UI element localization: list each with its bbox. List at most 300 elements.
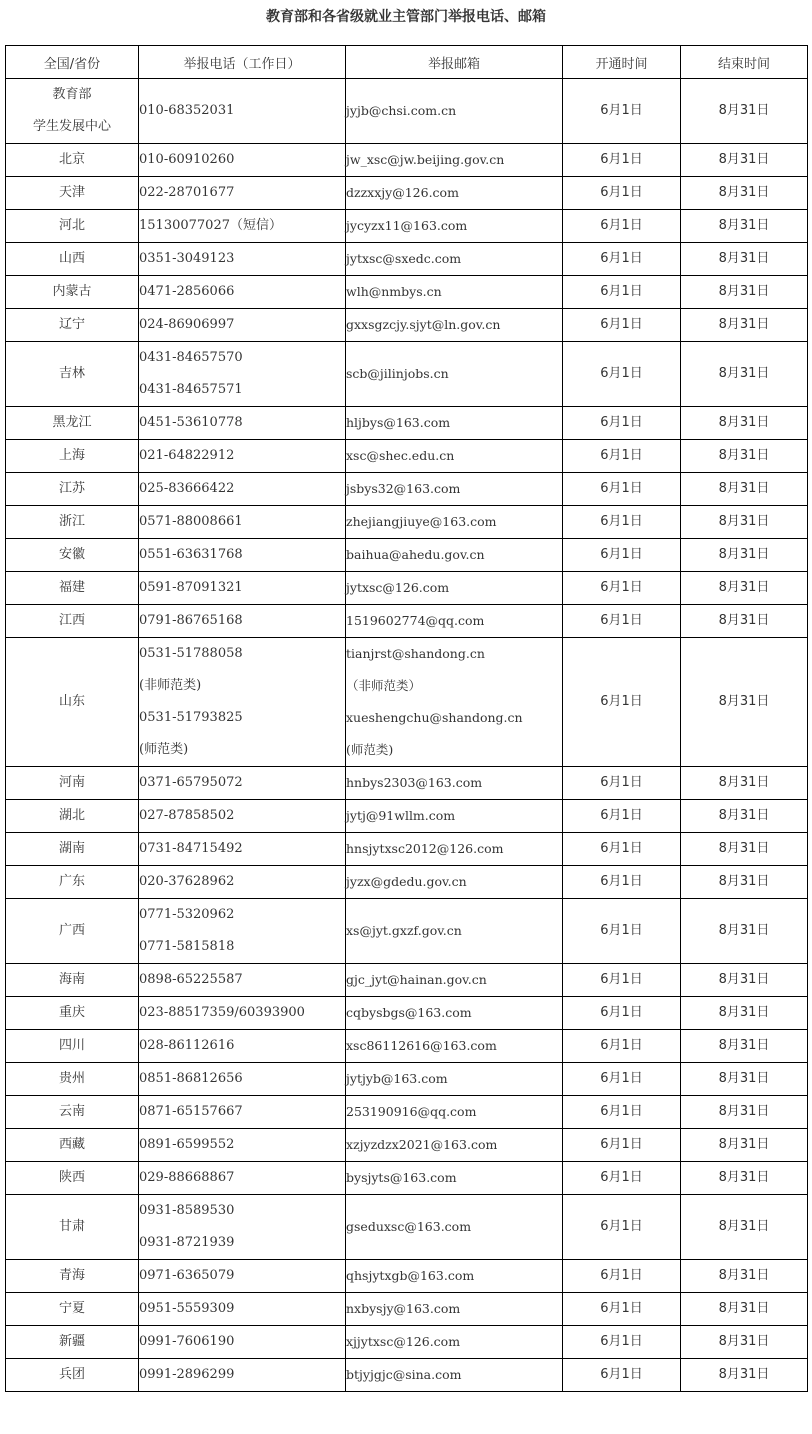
start-date: 6月1日 bbox=[600, 547, 643, 562]
start-date-cell bbox=[563, 964, 681, 997]
phone-cell-line: 027-87858502 bbox=[139, 808, 235, 823]
end-date-cell bbox=[681, 1293, 808, 1326]
region-cell bbox=[6, 276, 139, 309]
end-date-cell bbox=[681, 1260, 808, 1293]
email-cell bbox=[346, 964, 563, 997]
phone-cell bbox=[139, 407, 346, 440]
table-row bbox=[6, 1195, 808, 1260]
phone-cell-line: 025-83666422 bbox=[139, 481, 235, 496]
region-cell-line: 河北 bbox=[58, 218, 85, 233]
email-cell bbox=[346, 177, 563, 210]
phone-cell-line: 0871-65157667 bbox=[139, 1104, 243, 1119]
phone-cell-line: 0991-7606190 bbox=[139, 1334, 235, 1349]
email-cell bbox=[346, 276, 563, 309]
end-date: 8月31日 bbox=[718, 972, 770, 987]
email-cell bbox=[346, 210, 563, 243]
table-row bbox=[6, 800, 808, 833]
phone-cell-line: 0531-51793825 bbox=[139, 710, 243, 725]
email-cell-line: （非师范类） bbox=[346, 678, 422, 693]
start-date: 6月1日 bbox=[600, 613, 643, 628]
email-cell bbox=[346, 638, 563, 767]
phone-cell-line: 028-86112616 bbox=[139, 1038, 235, 1053]
region-cell-line: 浙江 bbox=[58, 514, 85, 529]
region-cell bbox=[6, 1195, 139, 1260]
start-date: 6月1日 bbox=[600, 317, 643, 332]
start-date-cell bbox=[563, 243, 681, 276]
region-cell bbox=[6, 210, 139, 243]
email-cell-line: qhsjytxgb@163.com bbox=[346, 1268, 475, 1283]
start-date-cell bbox=[563, 1096, 681, 1129]
start-date: 6月1日 bbox=[600, 972, 643, 987]
email-cell bbox=[346, 440, 563, 473]
start-date: 6月1日 bbox=[600, 448, 643, 463]
email-cell bbox=[346, 866, 563, 899]
start-date-cell bbox=[563, 1162, 681, 1195]
region-cell bbox=[6, 866, 139, 899]
start-date-cell bbox=[563, 276, 681, 309]
phone-cell bbox=[139, 1162, 346, 1195]
table-row bbox=[6, 964, 808, 997]
start-date: 6月1日 bbox=[600, 775, 643, 790]
table-header-row bbox=[6, 46, 808, 79]
email-cell-line: cqbysbgs@163.com bbox=[346, 1005, 472, 1020]
email-cell bbox=[346, 1293, 563, 1326]
email-cell-line: wlh@nmbys.cn bbox=[346, 284, 442, 299]
end-date-cell bbox=[681, 177, 808, 210]
phone-cell-line: 023-88517359/60393900 bbox=[139, 1005, 305, 1020]
table-row bbox=[6, 243, 808, 276]
start-date: 6月1日 bbox=[600, 808, 643, 823]
phone-cell bbox=[139, 1359, 346, 1392]
end-date-cell bbox=[681, 506, 808, 539]
start-date: 6月1日 bbox=[600, 1367, 643, 1382]
region-cell-line: 山东 bbox=[58, 694, 85, 709]
start-date: 6月1日 bbox=[600, 251, 643, 266]
start-date-cell bbox=[563, 309, 681, 342]
phone-cell bbox=[139, 79, 346, 144]
region-cell-line: 兵团 bbox=[58, 1367, 85, 1382]
start-date-cell bbox=[563, 1260, 681, 1293]
start-date: 6月1日 bbox=[600, 1268, 643, 1283]
end-date: 8月31日 bbox=[718, 808, 770, 823]
start-date-cell bbox=[563, 473, 681, 506]
region-cell-line: 广东 bbox=[58, 874, 85, 889]
start-date-cell bbox=[563, 899, 681, 964]
email-cell-line: zhejiangjiuye@163.com bbox=[346, 514, 497, 529]
end-date-cell bbox=[681, 964, 808, 997]
region-cell-line: 贵州 bbox=[58, 1071, 85, 1086]
start-date-cell bbox=[563, 79, 681, 144]
end-date: 8月31日 bbox=[718, 514, 770, 529]
end-date-cell bbox=[681, 866, 808, 899]
table-row bbox=[6, 177, 808, 210]
end-date-cell bbox=[681, 1195, 808, 1260]
table-row bbox=[6, 1063, 808, 1096]
region-cell bbox=[6, 899, 139, 964]
email-cell bbox=[346, 144, 563, 177]
table-row bbox=[6, 473, 808, 506]
end-date: 8月31日 bbox=[718, 1367, 770, 1382]
region-cell bbox=[6, 1260, 139, 1293]
region-cell bbox=[6, 1096, 139, 1129]
end-date-cell bbox=[681, 79, 808, 144]
start-date: 6月1日 bbox=[600, 284, 643, 299]
phone-cell bbox=[139, 276, 346, 309]
end-date: 8月31日 bbox=[718, 694, 770, 709]
phone-cell-line: 0931-8721939 bbox=[139, 1235, 235, 1250]
start-date-cell bbox=[563, 572, 681, 605]
table-row bbox=[6, 899, 808, 964]
start-date-cell bbox=[563, 539, 681, 572]
email-cell bbox=[346, 833, 563, 866]
phone-cell bbox=[139, 440, 346, 473]
region-cell bbox=[6, 767, 139, 800]
phone-cell bbox=[139, 243, 346, 276]
region-cell-line: 北京 bbox=[58, 152, 85, 167]
end-date-cell bbox=[681, 539, 808, 572]
end-date-cell bbox=[681, 342, 808, 407]
end-date: 8月31日 bbox=[718, 874, 770, 889]
region-cell bbox=[6, 800, 139, 833]
end-date-cell bbox=[681, 833, 808, 866]
end-date-cell bbox=[681, 899, 808, 964]
region-cell-line: 湖南 bbox=[58, 841, 85, 856]
start-date: 6月1日 bbox=[600, 841, 643, 856]
start-date-cell bbox=[563, 506, 681, 539]
phone-cell bbox=[139, 572, 346, 605]
region-cell bbox=[6, 1326, 139, 1359]
end-date: 8月31日 bbox=[718, 775, 770, 790]
region-cell bbox=[6, 539, 139, 572]
end-date-cell bbox=[681, 243, 808, 276]
email-cell bbox=[346, 342, 563, 407]
start-date: 6月1日 bbox=[600, 1071, 643, 1086]
start-date: 6月1日 bbox=[600, 874, 643, 889]
start-date-cell bbox=[563, 800, 681, 833]
table-row bbox=[6, 1030, 808, 1063]
table-row bbox=[6, 605, 808, 638]
region-cell bbox=[6, 1293, 139, 1326]
email-cell bbox=[346, 407, 563, 440]
email-cell bbox=[346, 1063, 563, 1096]
start-date: 6月1日 bbox=[600, 923, 643, 938]
start-date-cell bbox=[563, 638, 681, 767]
region-cell-line: 重庆 bbox=[58, 1005, 85, 1020]
phone-cell bbox=[139, 1326, 346, 1359]
phone-cell-line: 0771-5815818 bbox=[139, 939, 235, 954]
region-cell bbox=[6, 605, 139, 638]
email-cell-line: gxxsgzcjy.sjyt@ln.gov.cn bbox=[346, 317, 501, 332]
start-date-cell bbox=[563, 833, 681, 866]
phone-cell bbox=[139, 899, 346, 964]
phone-cell bbox=[139, 997, 346, 1030]
end-date-cell bbox=[681, 638, 808, 767]
email-cell bbox=[346, 767, 563, 800]
email-cell-line: hnbys2303@163.com bbox=[346, 775, 483, 790]
end-date-cell bbox=[681, 800, 808, 833]
table-row bbox=[6, 1162, 808, 1195]
end-date: 8月31日 bbox=[718, 1219, 770, 1234]
region-cell-line: 黑龙江 bbox=[52, 415, 92, 430]
phone-cell bbox=[139, 506, 346, 539]
start-date: 6月1日 bbox=[600, 366, 643, 381]
start-date: 6月1日 bbox=[600, 1038, 643, 1053]
phone-cell-line: 0431-84657571 bbox=[139, 382, 243, 397]
start-date: 6月1日 bbox=[600, 103, 643, 118]
end-date: 8月31日 bbox=[718, 1071, 770, 1086]
region-cell-line: 河南 bbox=[58, 775, 85, 790]
region-cell-line: 云南 bbox=[58, 1104, 85, 1119]
phone-cell bbox=[139, 309, 346, 342]
region-cell bbox=[6, 309, 139, 342]
table-row bbox=[6, 1359, 808, 1392]
phone-cell bbox=[139, 144, 346, 177]
end-date: 8月31日 bbox=[718, 481, 770, 496]
end-date: 8月31日 bbox=[718, 185, 770, 200]
region-cell bbox=[6, 1030, 139, 1063]
phone-cell-line: 024-86906997 bbox=[139, 317, 235, 332]
email-cell-line: xsc@shec.edu.cn bbox=[346, 448, 455, 463]
end-date-cell bbox=[681, 473, 808, 506]
end-date: 8月31日 bbox=[718, 448, 770, 463]
phone-cell-line: 0898-65225587 bbox=[139, 972, 243, 987]
region-cell bbox=[6, 440, 139, 473]
phone-cell bbox=[139, 1293, 346, 1326]
start-date-cell bbox=[563, 866, 681, 899]
phone-cell-line: 0891-6599552 bbox=[139, 1137, 235, 1152]
end-date-cell bbox=[681, 572, 808, 605]
start-date: 6月1日 bbox=[600, 415, 643, 430]
start-date-cell bbox=[563, 997, 681, 1030]
table-row bbox=[6, 572, 808, 605]
end-date: 8月31日 bbox=[718, 547, 770, 562]
phone-cell-line: 0791-86765168 bbox=[139, 613, 243, 628]
email-cell bbox=[346, 1162, 563, 1195]
region-cell-line: 宁夏 bbox=[58, 1301, 85, 1316]
start-date-cell bbox=[563, 1326, 681, 1359]
phone-cell bbox=[139, 1030, 346, 1063]
start-date-cell bbox=[563, 210, 681, 243]
email-cell bbox=[346, 800, 563, 833]
email-cell-line: baihua@ahedu.gov.cn bbox=[346, 547, 485, 562]
start-date: 6月1日 bbox=[600, 514, 643, 529]
phone-cell-line: 020-37628962 bbox=[139, 874, 235, 889]
table-row bbox=[6, 342, 808, 407]
table-row bbox=[6, 1129, 808, 1162]
start-date-cell bbox=[563, 440, 681, 473]
start-date-cell bbox=[563, 1129, 681, 1162]
region-cell-line: 山西 bbox=[58, 251, 85, 266]
email-cell-line: btjyjgjc@sina.com bbox=[346, 1367, 462, 1382]
start-date: 6月1日 bbox=[600, 694, 643, 709]
end-date: 8月31日 bbox=[718, 284, 770, 299]
region-cell bbox=[6, 79, 139, 144]
email-cell bbox=[346, 243, 563, 276]
email-cell-line: dzzxxjy@126.com bbox=[346, 185, 459, 200]
end-date-cell bbox=[681, 1326, 808, 1359]
end-date: 8月31日 bbox=[718, 1005, 770, 1020]
phone-cell bbox=[139, 605, 346, 638]
phone-cell-line: 029-88668867 bbox=[139, 1170, 235, 1185]
phone-cell bbox=[139, 638, 346, 767]
table-row bbox=[6, 440, 808, 473]
email-cell-line: jyzx@gdedu.gov.cn bbox=[346, 874, 467, 889]
table-row bbox=[6, 1096, 808, 1129]
end-date: 8月31日 bbox=[718, 317, 770, 332]
region-cell bbox=[6, 1063, 139, 1096]
phone-cell bbox=[139, 767, 346, 800]
start-date: 6月1日 bbox=[600, 1104, 643, 1119]
end-date-cell bbox=[681, 144, 808, 177]
end-date: 8月31日 bbox=[718, 251, 770, 266]
start-date-cell bbox=[563, 767, 681, 800]
end-date-cell bbox=[681, 767, 808, 800]
start-date: 6月1日 bbox=[600, 1219, 643, 1234]
end-date: 8月31日 bbox=[718, 613, 770, 628]
end-date-cell bbox=[681, 605, 808, 638]
end-date: 8月31日 bbox=[718, 1137, 770, 1152]
phone-cell bbox=[139, 210, 346, 243]
email-cell-line: jytjyb@163.com bbox=[346, 1071, 448, 1086]
email-cell bbox=[346, 1359, 563, 1392]
email-cell bbox=[346, 79, 563, 144]
email-cell bbox=[346, 1129, 563, 1162]
end-date-cell bbox=[681, 1129, 808, 1162]
email-cell bbox=[346, 1195, 563, 1260]
end-date: 8月31日 bbox=[718, 152, 770, 167]
table-row bbox=[6, 1260, 808, 1293]
email-cell-line: xueshengchu@shandong.cn bbox=[346, 710, 523, 725]
region-cell bbox=[6, 144, 139, 177]
email-cell bbox=[346, 506, 563, 539]
phone-cell bbox=[139, 1260, 346, 1293]
table-row bbox=[6, 833, 808, 866]
end-date: 8月31日 bbox=[718, 923, 770, 938]
end-date: 8月31日 bbox=[718, 841, 770, 856]
table-row bbox=[6, 866, 808, 899]
end-date-cell bbox=[681, 276, 808, 309]
end-date-cell bbox=[681, 210, 808, 243]
table-row bbox=[6, 309, 808, 342]
start-date: 6月1日 bbox=[600, 185, 643, 200]
end-date: 8月31日 bbox=[718, 1038, 770, 1053]
phone-cell bbox=[139, 539, 346, 572]
email-cell bbox=[346, 1030, 563, 1063]
phone-cell bbox=[139, 964, 346, 997]
start-date: 6月1日 bbox=[600, 481, 643, 496]
region-cell-line: 西藏 bbox=[58, 1137, 85, 1152]
phone-cell-line: 0431-84657570 bbox=[139, 350, 243, 365]
region-cell bbox=[6, 964, 139, 997]
table-row bbox=[6, 767, 808, 800]
region-cell-line: 湖北 bbox=[58, 808, 85, 823]
end-date: 8月31日 bbox=[718, 1301, 770, 1316]
page-title: 教育部和各省级就业主管部门举报电话、邮箱 bbox=[266, 9, 546, 25]
start-date: 6月1日 bbox=[600, 1137, 643, 1152]
phone-cell-line: 0991-2896299 bbox=[139, 1367, 235, 1382]
phone-cell bbox=[139, 342, 346, 407]
email-cell-line: gseduxsc@163.com bbox=[346, 1219, 472, 1234]
table-row bbox=[6, 210, 808, 243]
email-cell-line: xsc86112616@163.com bbox=[346, 1038, 497, 1053]
email-cell bbox=[346, 1096, 563, 1129]
email-cell-line: nxbysjy@163.com bbox=[346, 1301, 461, 1316]
end-date: 8月31日 bbox=[718, 415, 770, 430]
phone-cell-line: 010-68352031 bbox=[139, 103, 235, 118]
start-date-cell bbox=[563, 1030, 681, 1063]
phone-cell bbox=[139, 1096, 346, 1129]
start-date: 6月1日 bbox=[600, 580, 643, 595]
start-date-cell bbox=[563, 605, 681, 638]
email-cell-line: xzjyzdzx2021@163.com bbox=[346, 1137, 498, 1152]
email-cell bbox=[346, 539, 563, 572]
region-cell bbox=[6, 243, 139, 276]
table-row bbox=[6, 1293, 808, 1326]
email-cell bbox=[346, 997, 563, 1030]
email-cell bbox=[346, 309, 563, 342]
phone-cell-line: 0591-87091321 bbox=[139, 580, 243, 595]
region-cell bbox=[6, 407, 139, 440]
region-cell bbox=[6, 1129, 139, 1162]
end-date-cell bbox=[681, 440, 808, 473]
start-date: 6月1日 bbox=[600, 1170, 643, 1185]
end-date-cell bbox=[681, 309, 808, 342]
column-header-phone: 举报电话（工作日） bbox=[139, 46, 346, 79]
region-cell-line: 天津 bbox=[58, 185, 85, 200]
region-cell bbox=[6, 342, 139, 407]
phone-cell-line: 0851-86812656 bbox=[139, 1071, 243, 1086]
end-date-cell bbox=[681, 1030, 808, 1063]
end-date-cell bbox=[681, 1096, 808, 1129]
region-cell-line: 甘肃 bbox=[58, 1219, 85, 1234]
phone-cell-line: 0371-65795072 bbox=[139, 775, 243, 790]
table-row bbox=[6, 539, 808, 572]
region-cell-line: 辽宁 bbox=[58, 317, 85, 332]
region-cell bbox=[6, 572, 139, 605]
region-cell-line: 四川 bbox=[58, 1038, 85, 1053]
region-cell bbox=[6, 177, 139, 210]
end-date: 8月31日 bbox=[718, 1170, 770, 1185]
phone-cell-line: 0971-6365079 bbox=[139, 1268, 235, 1283]
start-date: 6月1日 bbox=[600, 152, 643, 167]
region-cell bbox=[6, 833, 139, 866]
phone-cell-line: 0451-53610778 bbox=[139, 415, 243, 430]
phone-cell bbox=[139, 1195, 346, 1260]
start-date: 6月1日 bbox=[600, 1005, 643, 1020]
email-cell-line: jw_xsc@jw.beijing.gov.cn bbox=[346, 152, 505, 167]
email-cell-line: hljbys@163.com bbox=[346, 415, 451, 430]
table-row bbox=[6, 506, 808, 539]
phone-cell-line: 0771-5320962 bbox=[139, 907, 235, 922]
column-header-start: 开通时间 bbox=[563, 46, 681, 79]
email-cell-line: tianjrst@shandong.cn bbox=[346, 646, 485, 661]
table-row bbox=[6, 407, 808, 440]
phone-cell-line: 0471-2856066 bbox=[139, 284, 235, 299]
phone-cell bbox=[139, 473, 346, 506]
region-cell bbox=[6, 1359, 139, 1392]
region-cell-line: 江苏 bbox=[58, 481, 85, 496]
email-cell-line: jsbys32@163.com bbox=[346, 481, 461, 496]
phone-cell bbox=[139, 1129, 346, 1162]
region-cell-line: 吉林 bbox=[58, 366, 85, 381]
email-cell-line: 253190916@qq.com bbox=[346, 1104, 477, 1119]
phone-cell-line: 0571-88008661 bbox=[139, 514, 243, 529]
region-cell bbox=[6, 997, 139, 1030]
phone-cell-line: 0531-51788058 bbox=[139, 646, 243, 661]
table-row bbox=[6, 276, 808, 309]
region-cell-line: 海南 bbox=[58, 972, 85, 987]
end-date: 8月31日 bbox=[718, 1268, 770, 1283]
